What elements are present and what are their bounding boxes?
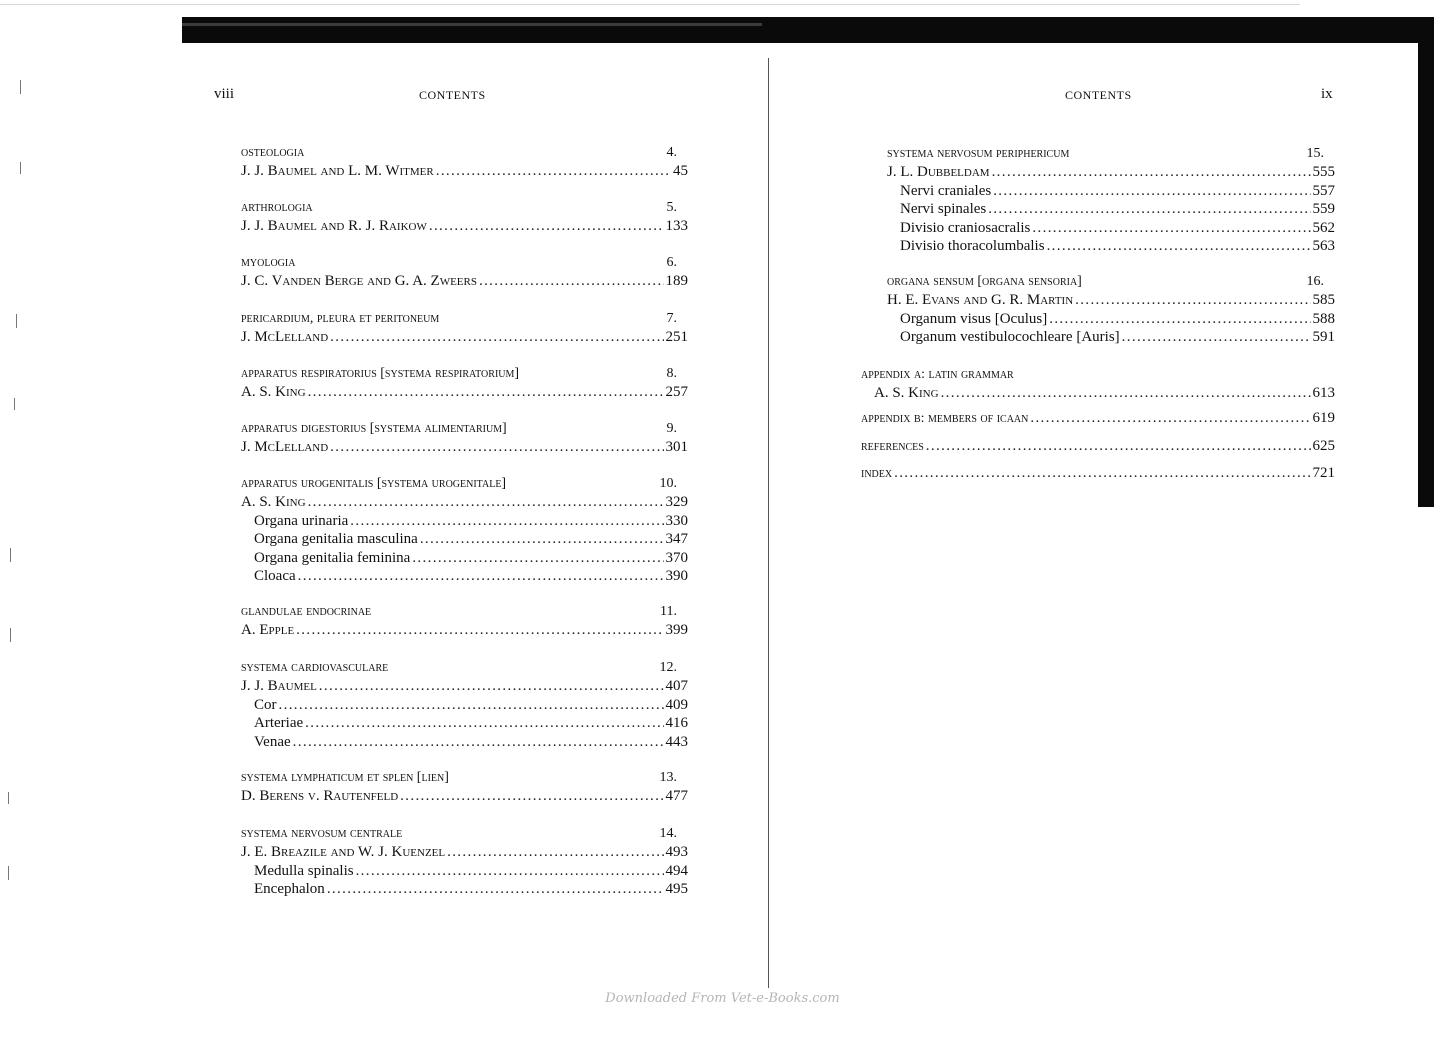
section-name: Cloaca — [254, 568, 296, 585]
chapter-title: systema nervosum centrale — [241, 826, 403, 841]
dot-leader — [926, 437, 1311, 456]
chapter-title-row — [887, 144, 1335, 163]
page-number: 591 — [1312, 329, 1335, 346]
dot-leader — [350, 512, 663, 531]
author-entry — [861, 409, 1335, 428]
author-entry — [241, 272, 688, 291]
chapter-title-row — [241, 419, 688, 438]
toc-chapter — [241, 474, 688, 586]
entry-label: J. C. Vanden Berge and G. A. Zweers — [241, 273, 477, 289]
scan-mark — [20, 162, 21, 174]
chapter-number: 6. — [666, 255, 677, 270]
toc-chapter — [861, 409, 1335, 428]
page-number: 257 — [665, 384, 688, 400]
chapter-title-row — [861, 365, 1335, 384]
chapter-title-row — [241, 364, 688, 383]
author-entry — [241, 217, 688, 236]
page-number: 133 — [665, 218, 688, 234]
page-number: 559 — [1312, 201, 1335, 218]
entry-label: A. S. King — [874, 385, 939, 401]
dot-leader — [330, 438, 663, 457]
toc-chapter — [241, 658, 688, 751]
chapter-title: systema cardiovasculare — [241, 660, 389, 675]
dot-leader — [941, 384, 1311, 403]
entry-label: appendix b: members of icaan — [861, 411, 1029, 426]
section-entry — [887, 328, 1335, 347]
page-number: 619 — [1312, 410, 1335, 426]
chapter-title-row — [241, 309, 688, 328]
toc-chapter — [241, 143, 688, 181]
section-entry — [887, 182, 1335, 201]
entry-label: J. L. Dubbeldam — [887, 164, 990, 180]
dot-leader — [436, 162, 671, 181]
author-entry — [241, 162, 688, 181]
page-number: 563 — [1312, 238, 1335, 255]
toc-chapter — [241, 602, 688, 640]
chapter-title-row — [241, 143, 688, 162]
section-entry — [241, 512, 688, 531]
dot-leader — [429, 217, 664, 236]
dot-leader — [1047, 237, 1311, 256]
section-name: Medulla spinalis — [254, 862, 354, 879]
chapter-title: apparatus digestorius [systema alimentarium] — [241, 421, 507, 436]
scan-mark — [10, 628, 11, 642]
author-entry — [241, 493, 688, 512]
section-entry — [241, 733, 688, 752]
scan-right-border — [1418, 17, 1434, 507]
page-number: 329 — [665, 494, 688, 510]
chapter-number: 15. — [1306, 146, 1324, 161]
page-number: 494 — [665, 862, 688, 879]
chapter-title: arthrologia — [241, 200, 313, 215]
chapter-number: 7. — [666, 311, 677, 326]
scan-mark — [8, 866, 9, 880]
dot-leader — [330, 328, 663, 347]
dot-leader — [988, 200, 1310, 219]
dot-leader — [400, 787, 663, 806]
chapter-title-row — [241, 474, 688, 493]
entry-label: H. E. Evans and G. R. Martin — [887, 292, 1074, 308]
section-entry — [887, 237, 1335, 256]
page-number: 251 — [665, 329, 688, 345]
author-entry — [861, 384, 1335, 403]
page-number: 399 — [665, 622, 688, 638]
page-number: 493 — [665, 844, 688, 860]
chapter-title-row — [241, 824, 688, 843]
entry-label: index — [861, 466, 893, 481]
page-number: 721 — [1312, 465, 1335, 481]
entry-label: A. S. King — [241, 384, 306, 400]
author-entry — [241, 383, 688, 402]
page-number: viii — [214, 86, 235, 102]
author-entry — [241, 621, 688, 640]
chapter-number: 5. — [666, 200, 677, 215]
scan-mark — [16, 314, 17, 328]
toc-chapter — [241, 768, 688, 806]
chapter-title: systema lymphaticum et splen [lien] — [241, 770, 449, 785]
page-number: 407 — [665, 678, 688, 694]
chapter-title: appendix a: latin grammar — [861, 367, 1014, 382]
page-number: 613 — [1312, 385, 1335, 401]
chapter-title: systema nervosum periphericum — [887, 146, 1070, 161]
chapter-title: organa sensum [organa sensoria] — [887, 274, 1082, 289]
section-entry — [887, 200, 1335, 219]
section-entry — [241, 549, 688, 568]
toc-chapter — [887, 272, 1335, 347]
dot-leader — [298, 567, 664, 586]
section-entry — [241, 567, 688, 586]
chapter-title-row — [241, 658, 688, 677]
entry-label: A. Epple — [241, 622, 295, 638]
author-entry — [241, 843, 688, 862]
chapter-number: 8. — [666, 366, 677, 381]
toc-chapter — [241, 253, 688, 291]
entry-label: A. S. King — [241, 494, 306, 510]
page-number: 562 — [1312, 219, 1335, 236]
section-entry — [887, 310, 1335, 329]
toc-chapter — [241, 309, 688, 347]
section-name: Nervi spinales — [900, 201, 987, 218]
toc-chapter — [861, 437, 1335, 456]
chapter-number: 12. — [659, 660, 677, 675]
page-number: 625 — [1312, 438, 1335, 454]
dot-leader — [412, 549, 663, 568]
chapter-title-row — [887, 272, 1335, 291]
author-entry — [241, 677, 688, 696]
page-number: 301 — [665, 439, 688, 455]
section-entry — [241, 714, 688, 733]
section-name: Arteriae — [254, 715, 304, 732]
chapter-title-row — [241, 602, 688, 621]
book-gutter-line — [768, 58, 769, 988]
chapter-number: 13. — [659, 770, 677, 785]
page-number: 416 — [665, 715, 688, 732]
author-entry — [861, 464, 1335, 483]
page-number: 409 — [665, 696, 688, 713]
section-name: Organa genitalia feminina — [254, 549, 411, 566]
author-entry — [861, 437, 1335, 456]
toc-chapter — [861, 365, 1335, 403]
section-name: Organa genitalia masculina — [254, 531, 418, 548]
section-name: Encephalon — [254, 881, 325, 898]
page-number: ix — [1321, 86, 1333, 102]
chapter-number: 14. — [659, 826, 677, 841]
scan-top-border-streak — [182, 23, 762, 26]
page-number: 45 — [673, 163, 688, 179]
section-entry — [241, 696, 688, 715]
dot-leader — [993, 182, 1310, 201]
section-name: Divisio thoracolumbalis — [900, 238, 1045, 255]
section-name: Nervi craniales — [900, 182, 992, 199]
toc-chapter — [241, 419, 688, 457]
page-number: 330 — [665, 512, 688, 529]
chapter-title: apparatus respiratorius [systema respiratorium] — [241, 366, 520, 381]
entry-label: D. Berens v. Rautenfeld — [241, 788, 399, 804]
download-watermark: Downloaded From Vet-e-Books.com — [605, 991, 840, 1006]
chapter-title-row — [241, 253, 688, 272]
dot-leader — [279, 696, 664, 715]
section-name: Divisio craniosacralis — [900, 219, 1031, 236]
chapter-title: apparatus urogenitalis [systema urogenitale] — [241, 476, 507, 491]
author-entry — [241, 328, 688, 347]
dot-leader — [992, 163, 1311, 182]
page-number: 555 — [1312, 164, 1335, 180]
scan-left-edge-marks — [0, 0, 30, 1037]
chapter-title: myologia — [241, 255, 296, 270]
scan-mark — [20, 80, 21, 94]
toc-chapter — [241, 824, 688, 899]
entry-label: J. McLelland — [241, 439, 329, 455]
entry-label: J. J. Baumel and R. J. Raikow — [241, 218, 427, 234]
dot-leader — [447, 843, 663, 862]
dot-leader — [479, 272, 664, 291]
dot-leader — [305, 714, 663, 733]
page-number: 557 — [1312, 182, 1335, 199]
entry-label: J. J. Baumel — [241, 678, 317, 694]
author-entry — [887, 163, 1335, 182]
dot-leader — [1030, 409, 1310, 428]
toc-chapter — [241, 364, 688, 402]
chapter-title-row — [241, 768, 688, 787]
dot-leader — [1049, 310, 1310, 329]
chapter-title-row — [241, 198, 688, 217]
toc-chapter — [241, 198, 688, 236]
chapter-title: pericardium, pleura et peritoneum — [241, 311, 440, 326]
toc-chapter — [861, 464, 1335, 483]
page-number: 588 — [1312, 310, 1335, 327]
entry-label: J. E. Breazile and W. J. Kuenzel — [241, 844, 446, 860]
scan-top-border — [182, 17, 1434, 43]
chapter-title: osteologia — [241, 145, 305, 160]
page-number: 370 — [665, 549, 688, 566]
dot-leader — [894, 464, 1310, 483]
dot-leader — [308, 493, 664, 512]
section-entry — [241, 862, 688, 881]
dot-leader — [308, 383, 664, 402]
chapter-number: 10. — [659, 476, 677, 491]
chapter-number: 9. — [666, 421, 677, 436]
author-entry — [887, 291, 1335, 310]
entry-label: J. McLelland — [241, 329, 329, 345]
section-name: Organa urinaria — [254, 512, 349, 529]
dot-leader — [293, 733, 664, 752]
chapter-title: glandulae endocrinae — [241, 604, 372, 619]
page-number: 189 — [665, 273, 688, 289]
page-number: 495 — [665, 881, 688, 898]
toc-chapter — [887, 144, 1335, 256]
entry-label: references — [861, 439, 924, 454]
dot-leader — [1075, 291, 1310, 310]
dot-leader — [319, 677, 664, 696]
page-number: 443 — [665, 733, 688, 750]
section-name: Organum visus [Oculus] — [900, 310, 1048, 327]
author-entry — [241, 787, 688, 806]
chapter-number: 11. — [660, 604, 677, 619]
chapter-number: 16. — [1306, 274, 1324, 289]
page-number: 477 — [665, 788, 688, 804]
dot-leader — [1122, 328, 1311, 347]
scan-mark — [14, 398, 15, 410]
section-name: Organum vestibulocochleare [Auris] — [900, 329, 1120, 346]
scan-top-hairline — [0, 4, 1300, 5]
dot-leader — [420, 530, 664, 549]
section-name: Venae — [254, 733, 291, 750]
running-head: CONTENTS — [419, 88, 486, 102]
chapter-number: 4. — [666, 145, 677, 160]
page-number: 585 — [1312, 292, 1335, 308]
dot-leader — [356, 862, 664, 881]
dot-leader — [296, 621, 663, 640]
running-head: CONTENTS — [1065, 88, 1132, 102]
section-entry — [887, 219, 1335, 238]
page-number: 390 — [665, 568, 688, 585]
page-number: 347 — [665, 531, 688, 548]
entry-label: J. J. Baumel and L. M. Witmer — [241, 163, 434, 179]
dot-leader — [1032, 219, 1310, 238]
section-name: Cor — [254, 696, 277, 713]
dot-leader — [327, 880, 664, 899]
author-entry — [241, 438, 688, 457]
section-entry — [241, 880, 688, 899]
scan-mark — [8, 792, 9, 804]
section-entry — [241, 530, 688, 549]
scan-mark — [10, 548, 11, 562]
